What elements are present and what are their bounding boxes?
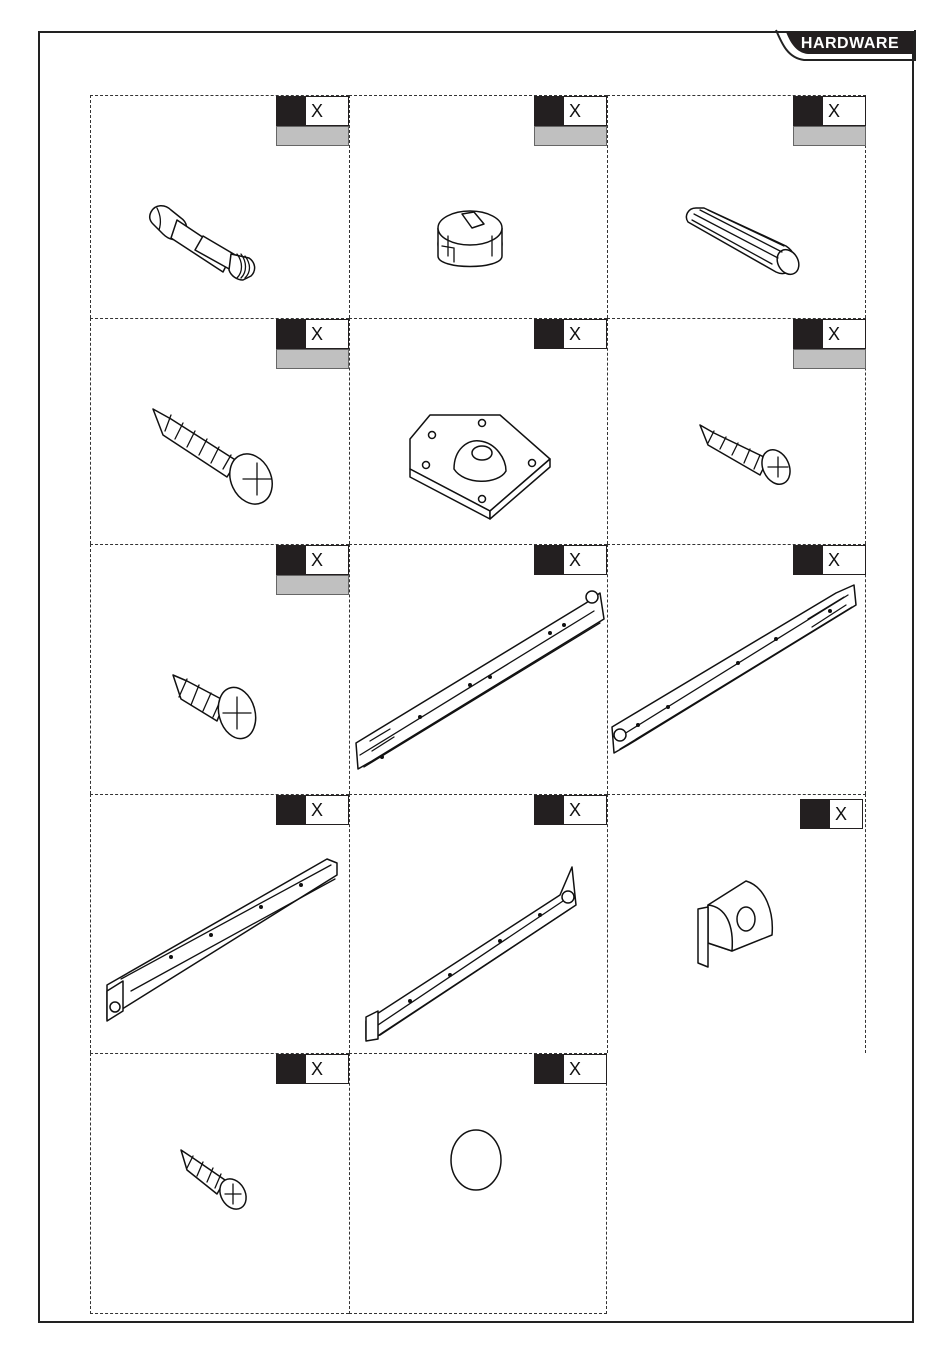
wooden-dowel-icon — [608, 96, 867, 319]
item-cell-pan-head-screw — [607, 318, 866, 544]
corner-bracket-icon — [350, 319, 608, 545]
item-cell-drawer-slide-right — [349, 544, 607, 794]
quantity-mark: X — [306, 96, 349, 126]
quantity-mark: X — [306, 319, 349, 349]
item-cell-wooden-dowel — [607, 95, 866, 318]
quantity-mark: X — [830, 799, 863, 829]
item-cell-countersunk-screw — [90, 318, 349, 544]
quantity-mark: X — [823, 545, 866, 575]
small-screw-icon — [91, 1054, 350, 1315]
item-cell-plastic-corner-block — [607, 794, 866, 1053]
cam-bolt-icon — [91, 96, 350, 319]
section-title: HARDWARE — [800, 35, 900, 52]
item-cell-drawer-slide-left — [607, 544, 866, 794]
cabinet-rail-left-icon — [91, 795, 350, 1054]
quantity-mark: X — [564, 795, 607, 825]
item-cell-corner-bracket — [349, 318, 607, 544]
item-cell-round-cover-cap — [349, 1053, 607, 1314]
countersunk-screw-icon — [91, 319, 350, 545]
pan-head-screw-icon — [608, 319, 867, 545]
drawer-slide-right-icon — [350, 545, 608, 795]
plastic-corner-block-icon — [608, 795, 867, 1054]
item-cell-short-wood-screw — [90, 544, 349, 794]
quantity-mark: X — [306, 545, 349, 575]
quantity-mark: X — [306, 1054, 349, 1084]
cam-lock-icon — [350, 96, 608, 319]
quantity-mark: X — [823, 96, 866, 126]
item-cell-cam-bolt — [90, 95, 349, 318]
item-cell-cabinet-rail-left — [90, 794, 349, 1053]
item-cell-cabinet-rail-right — [349, 794, 607, 1053]
quantity-mark: X — [564, 1054, 607, 1084]
quantity-mark: X — [564, 319, 607, 349]
drawer-slide-left-icon — [608, 545, 867, 795]
quantity-mark: X — [306, 795, 349, 825]
item-cell-small-screw — [90, 1053, 349, 1314]
item-cell-cam-lock — [349, 95, 607, 318]
quantity-mark: X — [564, 545, 607, 575]
quantity-mark: X — [823, 319, 866, 349]
quantity-mark: X — [564, 96, 607, 126]
cabinet-rail-right-icon — [350, 795, 608, 1054]
short-wood-screw-icon — [91, 545, 350, 795]
round-cover-cap-icon — [350, 1054, 608, 1315]
